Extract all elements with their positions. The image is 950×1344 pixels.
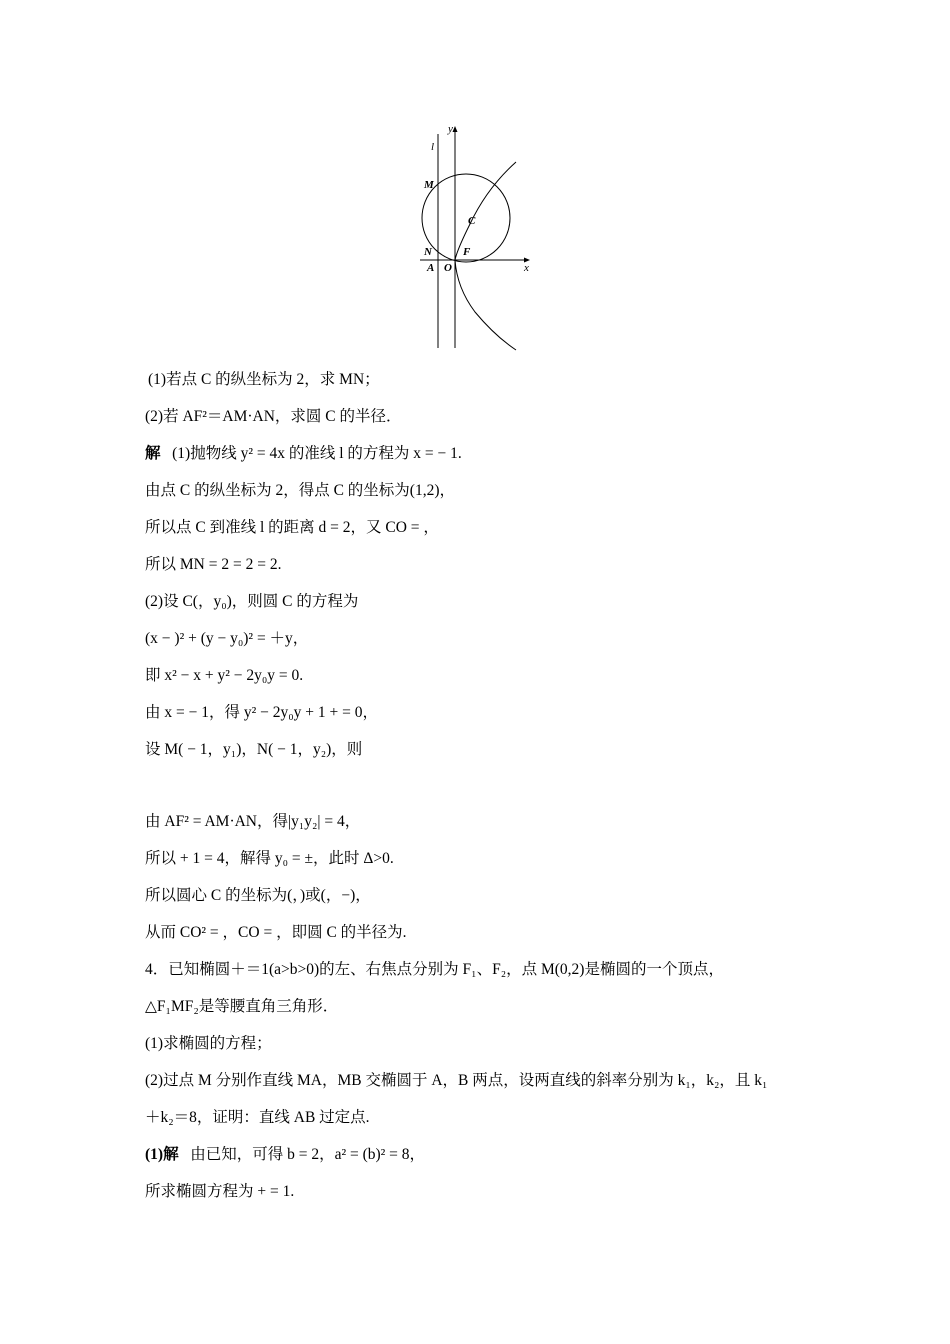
y-axis-arrow: [453, 126, 458, 132]
solution-line-1: [145, 444, 825, 464]
point-a-label: A: [427, 262, 435, 274]
problem-4-solution-line-1-text: 由已知，可得 b = 2，a² = (b)² = 8，: [190, 1146, 426, 1163]
question-part-1: (1)若点 C 的纵坐标为 2，求 MN；: [148, 371, 380, 388]
solution-line-5: (2)设 C(，y₀)，则圆 C 的方程为: [145, 593, 359, 610]
point-c-label: C: [468, 215, 476, 227]
point-f-label: F: [463, 246, 471, 258]
point-n-label: N: [424, 246, 432, 258]
problem-4-statement: 4．已知椭圆＋＝1(a>b>0)的左、右焦点分别为 F₁、F₂，点 M(0,2)是椭圆的一个顶点，: [145, 961, 724, 978]
part1-solution-label: (1)解: [145, 1146, 179, 1163]
parabola-circle-figure: [415, 120, 545, 352]
y-axis-label: y: [448, 123, 453, 135]
solution-line-8: 由 x = − 1，得 y² − 2y₀y + 1 + = 0，: [145, 704, 378, 721]
problem-4-solution-line-2: 所求椭圆方程为 + = 1.: [145, 1183, 295, 1200]
question-part-2: (2)若 AF²＝AM·AN，求圆 C 的半径．: [145, 408, 402, 425]
x-axis-label: x: [524, 262, 529, 274]
solution-line-7: 即 x² − x + y² − 2y₀y = 0.: [145, 667, 304, 684]
problem-4-part-2: (2)过点 M 分别作直线 MA，MB 交椭圆于 A，B 两点，设两直线的斜率分别为 k₁，k₂，且 k₁: [145, 1072, 768, 1089]
problem-4-part-1: (1)求椭圆的方程；: [145, 1035, 272, 1052]
solution-line-9: 设 M( − 1，y₁)，N( − 1，y₂)，则: [145, 741, 363, 758]
point-m-label: M: [424, 179, 434, 191]
solution-line-11: 所以 + 1 = 4，解得 y₀ = ±，此时 Δ>0.: [145, 850, 394, 867]
problem-4-solution-line-1: [145, 1145, 825, 1165]
directrix-label: l: [431, 141, 435, 153]
figure-svg: [415, 120, 545, 352]
solution-line-13: 从而 CO² = ，CO = ，即圆 C 的半径为.: [145, 924, 407, 941]
solution-line-12: 所以圆心 C 的坐标为(，)或(，−)，: [145, 887, 371, 904]
solution-label: 解: [145, 445, 161, 462]
solution-line-1-text: (1)抛物线 y² = 4x 的准线 l 的方程为 x = − 1.: [172, 445, 462, 462]
problem-4-statement-cont: △F₁MF₂是等腰直角三角形．: [145, 998, 339, 1015]
solution-line-3: 所以点 C 到准线 l 的距离 d = 2，又 CO = ，: [145, 519, 439, 536]
problem-4-part-2-cont: ＋k₂＝8，证明：直线 AB 过定点.: [145, 1109, 370, 1126]
solution-line-6: (x − )² + (y − y₀)² = ＋y，: [145, 630, 309, 647]
solution-line-10: 由 AF² = AM·AN，得|y₁y₂| = 4，: [145, 813, 361, 830]
solution-line-2: 由点 C 的纵坐标为 2，得点 C 的坐标为(1,2)，: [145, 482, 456, 499]
origin-o-label: O: [444, 262, 452, 274]
solution-line-4: 所以 MN = 2 = 2 = 2.: [145, 556, 282, 573]
